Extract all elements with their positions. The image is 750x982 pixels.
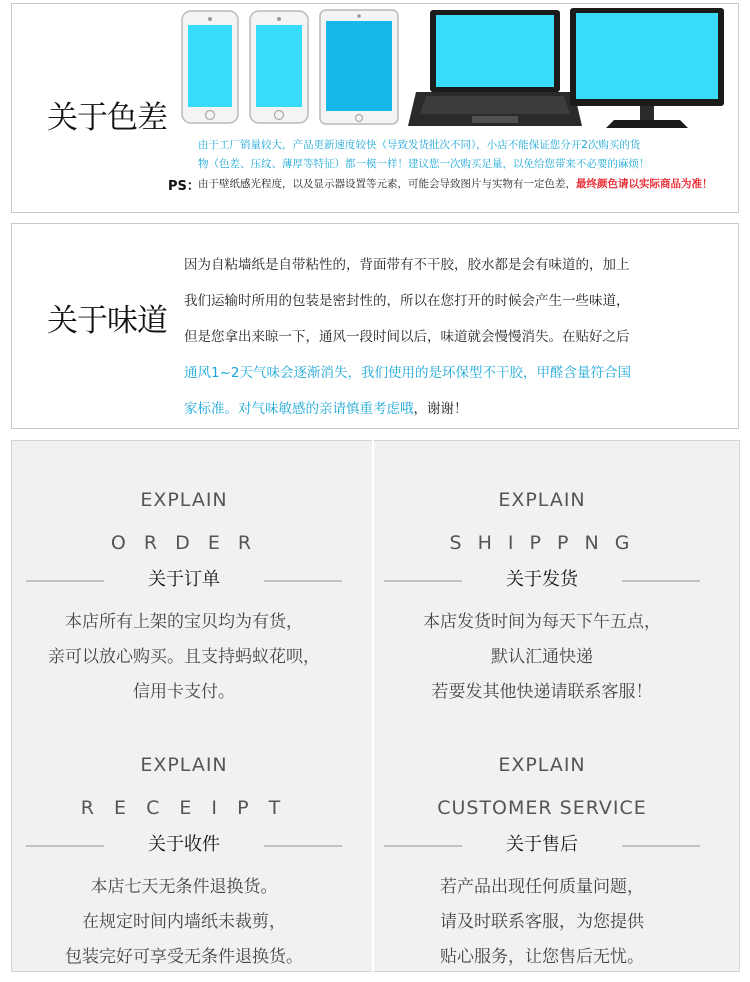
explain-body-line: 亲可以放心购买。且支持蚂蚁花呗， xyxy=(48,647,320,667)
explain-shipping-block xyxy=(362,485,722,710)
explain-body-line: 贴心服务，让您售后无忧。 xyxy=(440,947,644,967)
ps-label: PS： xyxy=(168,179,200,194)
smell-title: 关于味道 xyxy=(47,303,167,339)
smell-line: 但是您拿出来晾一下，通风一段时间以后，味道就会慢慢消失。在贴好之后 xyxy=(184,329,630,345)
batch-color-note-line: 物（色差、压纹、薄厚等特征）都一模一样！建议您一次购买足量，以免给您带来不必要的麻烦！ xyxy=(198,158,650,170)
explain-heading xyxy=(4,830,364,860)
explain-body-line: 本店发货时间为每天下午五点， xyxy=(423,612,661,632)
explain-heading-text: 关于收件 xyxy=(148,834,220,855)
explain-label: EXPLAIN xyxy=(140,754,228,776)
explain-heading xyxy=(362,565,722,595)
smell-line-end: ，谢谢！ xyxy=(413,401,468,417)
phone-icon xyxy=(250,11,308,123)
explain-body xyxy=(4,870,364,975)
explain-receipt-block xyxy=(4,750,364,975)
explain-word: O R D E R xyxy=(110,532,258,554)
device-lineup-illustration xyxy=(168,8,728,138)
tablet-icon xyxy=(320,10,398,124)
heading-rule-left xyxy=(384,845,462,847)
ps-note-text: 由于壁纸感光程度，以及显示器设置等元素，可能会导致图片与实物有一定色差， xyxy=(198,178,576,190)
heading-rule-right xyxy=(264,580,342,582)
explain-order-block xyxy=(4,485,364,710)
explain-body-line: 信用卡支付。 xyxy=(133,682,235,702)
explain-heading xyxy=(362,830,722,860)
smell-line: 通风1~2天气味会逐渐消失，我们使用的是环保型不干胶，甲醛含量符合国 xyxy=(184,365,631,381)
explain-word: CUSTOMER SERVICE xyxy=(437,797,647,819)
explain-word: S H I P P N G xyxy=(449,532,635,554)
explain-body-line: 若产品出现任何质量问题， xyxy=(440,877,644,897)
explain-body xyxy=(4,605,364,710)
heading-rule-right xyxy=(622,845,700,847)
explain-body xyxy=(362,605,722,710)
monitor-icon xyxy=(570,8,724,128)
smell-description xyxy=(184,247,729,427)
laptop-icon xyxy=(408,10,582,126)
explain-word: R E C E I P T xyxy=(80,797,288,819)
heading-rule-left xyxy=(26,845,104,847)
heading-rule-left xyxy=(26,580,104,582)
smell-line: 我们运输时所用的包装是密封性的，所以在您打开的时候会产生一些味道， xyxy=(184,293,630,309)
explain-service-block xyxy=(362,750,722,975)
heading-rule-right xyxy=(264,845,342,847)
explain-body-line: 请及时联系客服，为您提供 xyxy=(440,912,644,932)
explain-label: EXPLAIN xyxy=(498,754,586,776)
heading-rule-right xyxy=(622,580,700,582)
batch-color-note xyxy=(198,136,718,174)
explain-heading-text: 关于发货 xyxy=(506,569,578,590)
explain-body-line: 包装完好可享受无条件退换货。 xyxy=(65,947,303,967)
phone-icon xyxy=(182,11,238,123)
explain-label: EXPLAIN xyxy=(140,489,228,511)
batch-color-note-line: 由于工厂销量较大，产品更新速度较快（导致发货批次不同），小店不能保证您分开2次购买的货 xyxy=(198,139,641,151)
explain-body xyxy=(362,870,722,975)
smell-line xyxy=(184,391,729,427)
heading-rule-left xyxy=(384,580,462,582)
explain-body-line: 在规定时间内墙纸未裁剪， xyxy=(82,912,286,932)
explain-heading-text: 关于订单 xyxy=(148,569,220,590)
explain-label: EXPLAIN xyxy=(498,489,586,511)
explain-heading xyxy=(4,565,364,595)
explain-body-line: 本店所有上架的宝贝均为有货， xyxy=(65,612,303,632)
color-difference-title: 关于色差 xyxy=(47,100,167,136)
smell-line-highlight: 家标准。对气味敏感的亲请慎重考虑哦 xyxy=(184,401,414,417)
ps-note-highlight: 最终颜色请以实际商品为准！ xyxy=(576,178,713,190)
explain-body-line: 本店七天无条件退换货。 xyxy=(90,877,278,897)
explain-heading-text: 关于售后 xyxy=(506,834,578,855)
explain-body-line: 若要发其他快递请联系客服！ xyxy=(431,682,653,702)
explain-body-line: 默认汇通快递 xyxy=(491,647,593,667)
ps-note xyxy=(198,175,718,194)
smell-line: 因为自粘墙纸是自带粘性的，背面带有不干胶，胶水都是会有味道的，加上 xyxy=(184,257,630,273)
